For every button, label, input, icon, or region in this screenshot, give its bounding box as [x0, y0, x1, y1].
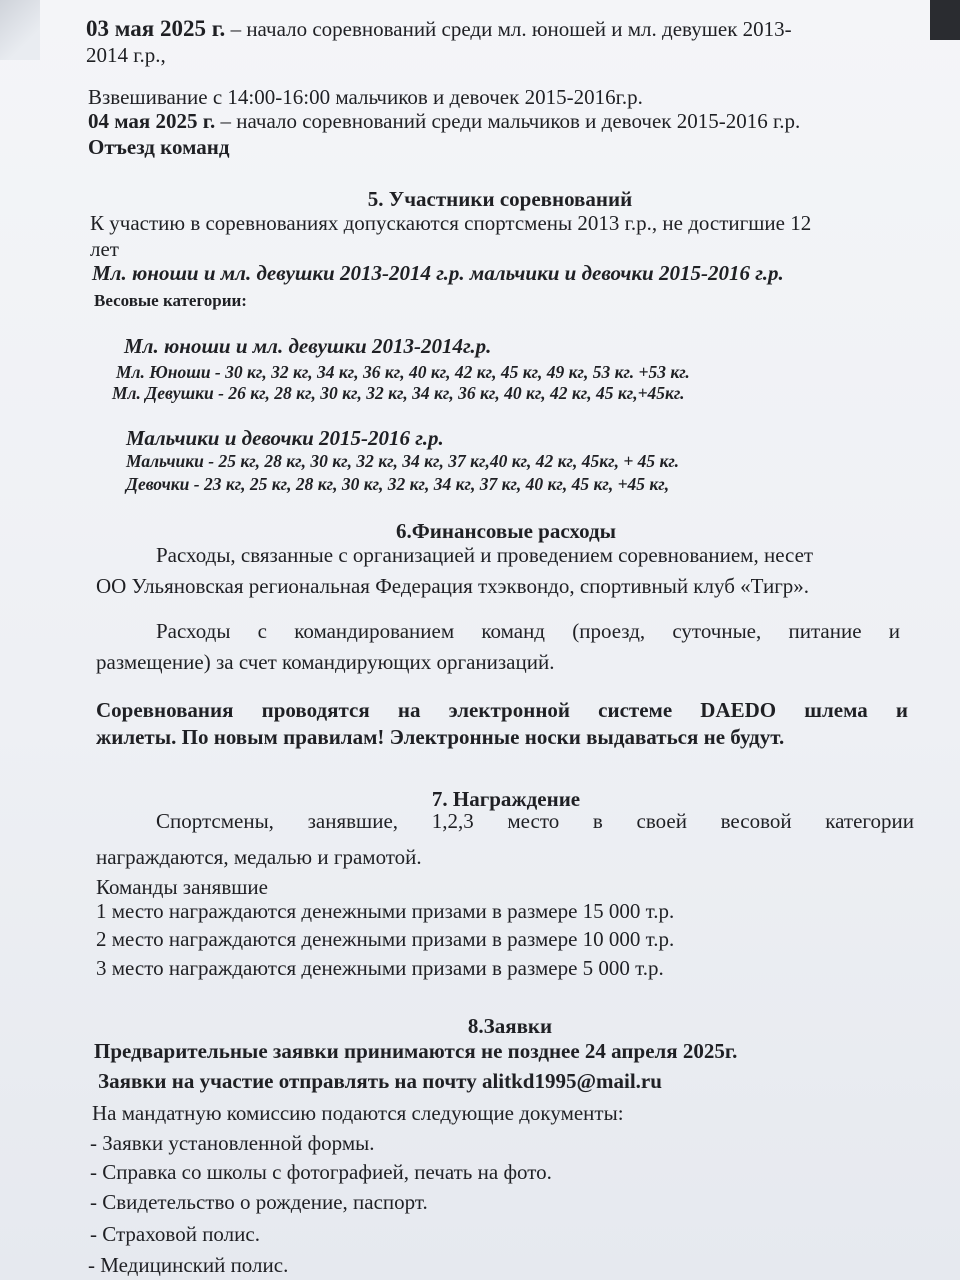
- groups-line: Мл. юноши и мл. девушки 2013-2014 г.р. мальчики и девочки 2015-2016 г.р.: [92, 261, 784, 285]
- group1-boys: Мл. Юноши - 30 кг, 32 кг, 34 кг, 36 кг, 40 кг, 42 кг, 45 кг, 49 кг, 53 кг. +53 кг.: [116, 362, 690, 382]
- group1-girls: Мл. Девушки - 26 кг, 28 кг, 30 кг, 32 кг, 34 кг, 36 кг, 40 кг, 42 кг, 45 кг,+45кг.: [112, 383, 685, 403]
- teams-line: Команды занявшие: [96, 875, 268, 899]
- daedo-notice-line1: Соревнования проводятся на электронной системе DAEDO шлема и: [96, 698, 908, 722]
- paper-shadow: [0, 0, 40, 60]
- departure-line: Отъезд команд: [88, 135, 230, 159]
- group2-title: Мальчики и девочки 2015-2016 г.р.: [126, 426, 444, 450]
- doc-item-4: - Страховой полис.: [90, 1222, 260, 1246]
- admission-line-2: лет: [90, 237, 119, 261]
- section8-title: 8.Заявки: [467, 1014, 553, 1038]
- email-line: Заявки на участие отправлять на почту alitkd1995@mail.ru: [98, 1069, 662, 1093]
- doc-item-2: - Справка со школы с фотографией, печать на фото.: [90, 1160, 552, 1184]
- deadline-line: Предварительные заявки принимаются не позднее 24 апреля 2025г.: [94, 1039, 738, 1063]
- may3-date: 03 мая 2025 г.: [86, 16, 226, 41]
- doc-item-1: - Заявки установленной формы.: [90, 1131, 375, 1155]
- weighing-line: Взвешивание с 14:00-16:00 мальчиков и девочек 2015-2016г.р.: [88, 85, 643, 109]
- finance-p2-line2: размещение) за счет командирующих организаций.: [96, 650, 555, 674]
- background-corner: [930, 0, 960, 40]
- doc-item-3: - Свидетельство о рождение, паспорт.: [90, 1190, 428, 1214]
- finance-p1-line2: ОО Ульяновская региональная Федерация тхэквондо, спортивный клуб «Тигр».: [96, 574, 810, 598]
- awards-p1-line1: Спортсмены, занявшие, 1,2,3 место в своей весовой категории: [156, 809, 914, 833]
- prize-1: 1 место награждаются денежными призами в размере 15 000 т.р.: [96, 899, 675, 923]
- group1-title: Мл. юноши и мл. девушки 2013-2014г.р.: [124, 334, 492, 358]
- section5-title: 5. Участники соревнований: [367, 187, 633, 211]
- docs-intro: На мандатную комиссию подаются следующие документы:: [92, 1101, 624, 1125]
- may3-text: – начало соревнований среди мл. юношей и мл. девушек 2013-: [225, 17, 792, 41]
- daedo-notice-line2: жилеты. По новым правилам! Электронные носки выдаваться не будут.: [96, 725, 785, 749]
- may3-text-cont: 2014 г.р.,: [86, 43, 166, 67]
- schedule-may4: [88, 108, 800, 134]
- admission-line-1: К участию в соревнованиях допускаются спортсмены 2013 г.р., не достигшие 12: [90, 211, 812, 235]
- finance-p1-line1: Расходы, связанные с организацией и проведением соревнованием, несет: [156, 543, 814, 567]
- weight-label: Весовые категории:: [94, 291, 247, 310]
- prize-3: 3 место награждаются денежными призами в размере 5 000 т.р.: [96, 956, 664, 980]
- group2-girls: Девочки - 23 кг, 25 кг, 28 кг, 30 кг, 32 кг, 34 кг, 37 кг, 40 кг, 45 кг, +45 кг,: [126, 474, 670, 494]
- awards-p1-line2: награждаются, медалью и грамотой.: [96, 845, 422, 869]
- may4-date: 04 мая 2025 г.: [88, 109, 216, 133]
- schedule-may3: [86, 16, 792, 42]
- section7-title: 7. Награждение: [431, 787, 581, 811]
- finance-p2-line1: Расходы с командированием команд (проезд, суточные, питание и: [156, 619, 900, 643]
- may4-text: – начало соревнований среди мальчиков и девочек 2015-2016 г.р.: [215, 109, 801, 133]
- section6-title: 6.Финансовые расходы: [395, 519, 617, 543]
- group2-boys: Мальчики - 25 кг, 28 кг, 30 кг, 32 кг, 34 кг, 37 кг,40 кг, 42 кг, 45кг, + 45 кг.: [126, 451, 680, 471]
- prize-2: 2 место награждаются денежными призами в размере 10 000 т.р.: [96, 927, 675, 951]
- doc-item-5: - Медицинский полис.: [88, 1253, 289, 1277]
